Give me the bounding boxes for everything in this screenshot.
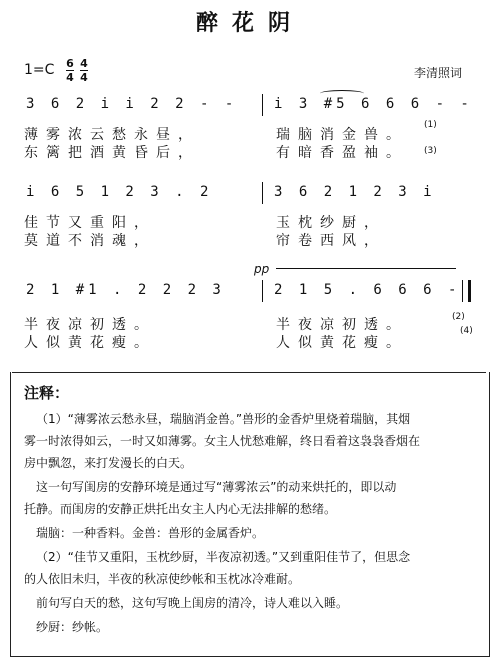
lyrics-1-line-2a: 佳节又重阳， <box>24 215 156 231</box>
notes-system-3-b: 2 1 5 . 6 6 6 - <box>274 282 461 298</box>
meter-den-1: 4 <box>66 71 74 84</box>
final-barline <box>468 280 471 302</box>
song-title: 醉花阴 <box>195 11 304 36</box>
lyrics-2-line-3a: 人似黄花瘦。 <box>24 335 156 351</box>
slur <box>320 90 364 97</box>
meter-den-2: 4 <box>80 71 88 84</box>
annotation-line: （2）“佳节又重阳，玉枕纱厨，半夜凉初透。”又到重阳佳节了，但思念 <box>36 550 411 564</box>
lyrics-2-line-2b: 帘卷西风， <box>276 233 386 249</box>
lyrics-1-line-3b: 半夜凉初透。 <box>276 317 408 333</box>
annotation-line: 房中飘忽，来打发漫长的白天。 <box>24 456 193 470</box>
notes-system-1-a: 3 6 2 i i 2 2 - - <box>26 96 238 112</box>
lyrics-2-line-3b: 人似黄花瘦。 <box>276 335 408 351</box>
meter-num-1: 6 <box>66 57 74 70</box>
notes-system-2-a: i 6 5 1 2 3 . 2 <box>26 184 213 200</box>
key-signature: 1=C <box>24 62 55 78</box>
notes-system-2-b: 3 6 2 1 2 3 i <box>274 184 436 200</box>
lyricist: 李清照词 <box>414 66 463 80</box>
barline <box>262 182 263 204</box>
lyrics-1-line-3a: 半夜凉初透。 <box>24 317 156 333</box>
divider <box>12 372 486 373</box>
decrescendo-line <box>276 268 456 269</box>
annotation-line: （1）“薄雾浓云愁永昼，瑞脑消金兽。”兽形的金香炉里烧着瑞脑，其烟 <box>36 412 411 426</box>
time-signature <box>66 58 88 83</box>
meter-num-2: 4 <box>80 57 88 70</box>
annotation-heading: 注释： <box>24 384 70 402</box>
lyrics-2-line-2a: 莫道不消魂， <box>24 233 156 249</box>
note-mark-1: (1) <box>424 120 437 130</box>
annotation-line: 这一句写闺房的安静环境是通过写“薄雾浓云”的动来烘托的，即以动 <box>36 480 397 494</box>
annotation-line: 雾一时浓得如云，一时又如薄雾。女主人忧愁难解，终日看着这袅袅香烟在 <box>24 434 421 448</box>
annotation-line: 前句写白天的愁，这句写晚上闺房的清冷，诗人难以入睡。 <box>36 596 349 610</box>
note-mark-4: (4) <box>460 326 473 336</box>
dynamic-marking: pp <box>254 262 270 276</box>
notes-system-1-b: i 3 #5 6 6 6 - - <box>274 96 473 112</box>
lyrics-1-line-1b: 瑞脑消金兽。 <box>276 127 408 143</box>
lyrics-2-line-1a: 东篱把酒黄昏后， <box>24 145 200 161</box>
notes-system-3-a: 2 1 #1 . 2 2 2 3 <box>26 282 225 298</box>
note-mark-3: (3) <box>424 146 437 156</box>
lyrics-1-line-2b: 玉枕纱厨， <box>276 215 386 231</box>
lyrics-1-line-1a: 薄雾浓云愁永昼， <box>24 127 200 143</box>
annotation-line: 的人依旧未归，半夜的秋凉使纱帐和玉枕冰冷难耐。 <box>24 572 301 586</box>
lyrics-2-line-1b: 有暗香盈袖。 <box>276 145 408 161</box>
note-mark-2: (2) <box>452 312 465 322</box>
final-barline-thin <box>462 280 463 302</box>
barline <box>262 280 263 302</box>
barline <box>262 94 263 116</box>
annotation-line: 瑞脑：一种香料。金兽：兽形的金属香炉。 <box>36 526 265 540</box>
annotation-line: 托静。而闺房的安静正烘托出女主人内心无法排解的愁绪。 <box>24 502 337 516</box>
annotation-line: 纱厨：纱帐。 <box>36 620 109 634</box>
